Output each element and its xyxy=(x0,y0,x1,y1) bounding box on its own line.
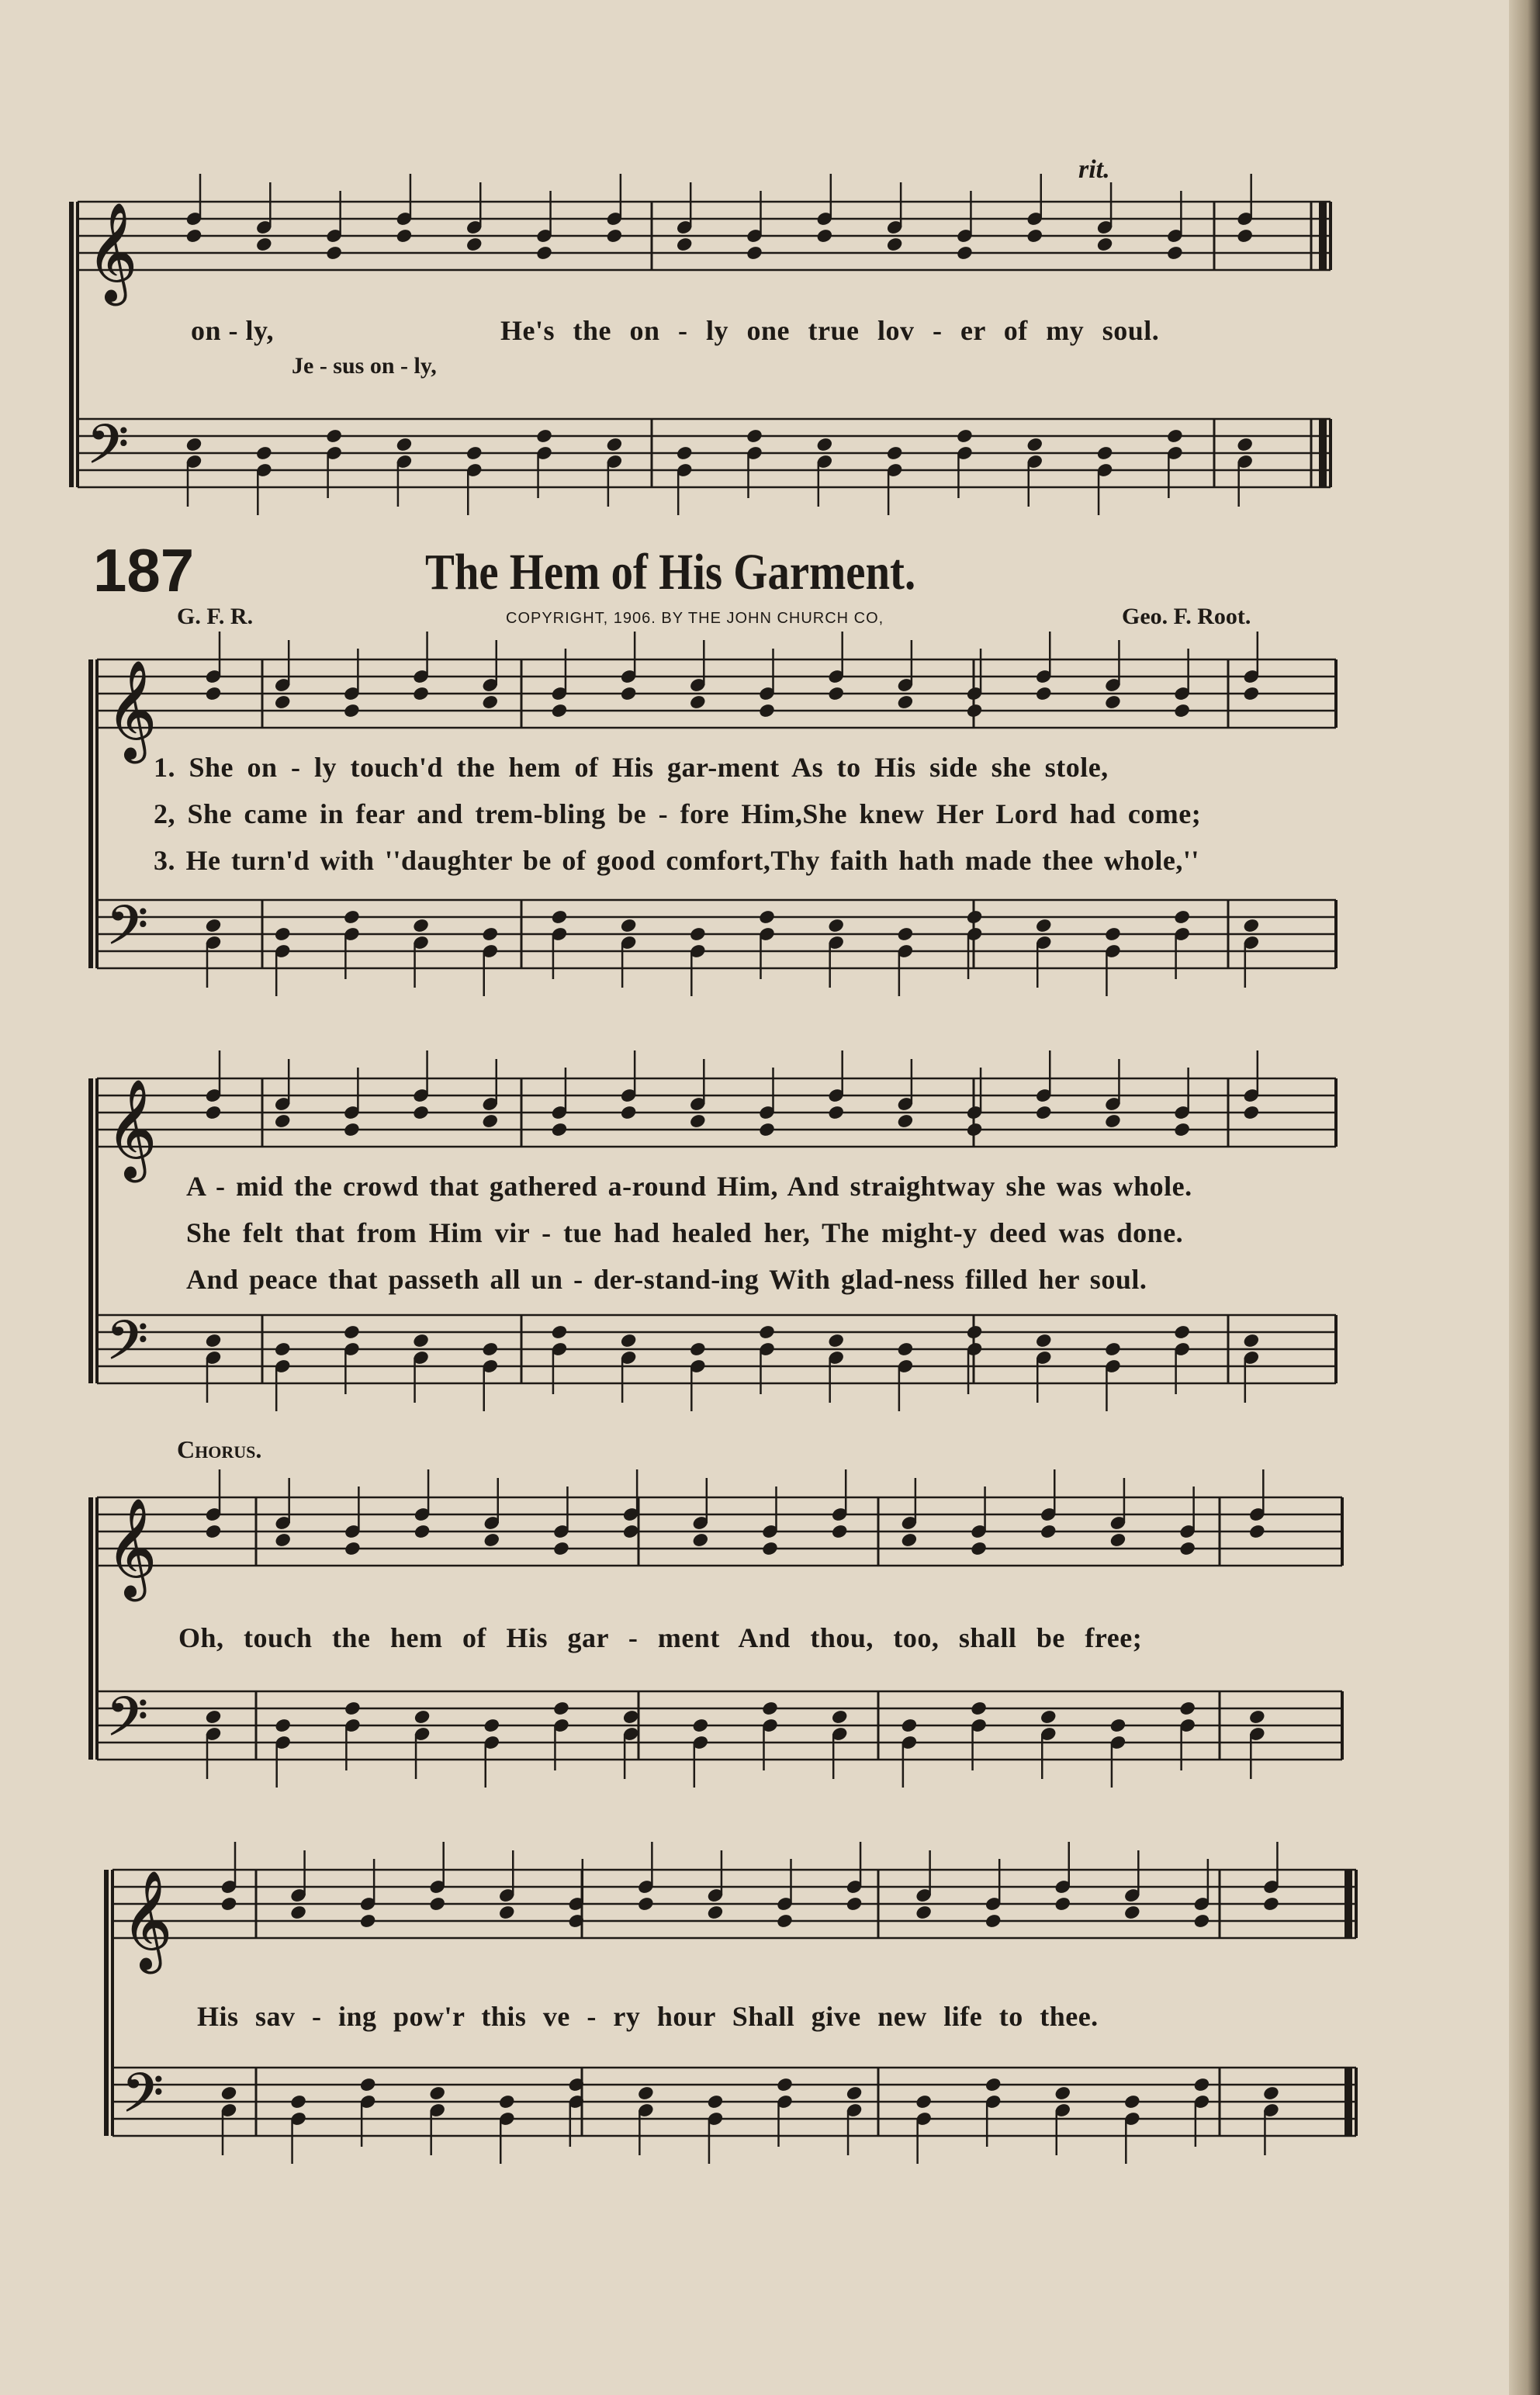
note-head xyxy=(970,1701,987,1716)
note-head xyxy=(622,1524,639,1539)
note-head xyxy=(289,1905,306,1920)
note-head xyxy=(483,1718,500,1733)
chorus-label: Chorus. xyxy=(177,1435,262,1463)
note-head xyxy=(1243,918,1260,933)
note-head xyxy=(429,1896,446,1912)
note-head xyxy=(552,1701,569,1716)
note-head xyxy=(676,445,693,461)
composer-credit: Geo. F. Root. xyxy=(1122,604,1251,629)
note-head xyxy=(886,445,903,461)
note-head xyxy=(915,2094,933,2109)
note-head xyxy=(828,1105,845,1120)
note-head xyxy=(205,1709,222,1725)
note-head xyxy=(692,1532,709,1548)
note-head xyxy=(343,1122,360,1137)
prev-lyric-bass: Je - sus on - ly, xyxy=(292,353,437,379)
note-head xyxy=(535,245,552,261)
note-head xyxy=(1123,2094,1140,2109)
prev-lyric-only: on - ly, xyxy=(191,315,275,346)
note-head xyxy=(465,237,483,252)
note-head xyxy=(707,1905,724,1920)
note-head xyxy=(620,1105,637,1120)
note-head xyxy=(1179,1701,1196,1716)
note-head xyxy=(551,909,568,925)
note-head xyxy=(1040,1524,1057,1539)
note-head xyxy=(535,428,552,444)
note-head xyxy=(901,1718,918,1733)
note-head xyxy=(966,1324,983,1340)
hymn-title: The Hem of His Garment. xyxy=(425,544,916,600)
note-head xyxy=(1109,1718,1126,1733)
note-head xyxy=(689,926,706,942)
note-head xyxy=(498,2094,515,2109)
note-head xyxy=(620,918,637,933)
note-head xyxy=(966,1122,983,1137)
note-head xyxy=(831,1524,848,1539)
note-head xyxy=(828,1333,845,1348)
note-head xyxy=(412,1333,429,1348)
note-head xyxy=(552,1541,569,1556)
note-head xyxy=(185,437,202,452)
note-head xyxy=(746,428,763,444)
bass-clef: 𝄢 xyxy=(106,1309,149,1385)
note-head xyxy=(396,437,413,452)
note-head xyxy=(970,1541,987,1556)
note-head xyxy=(758,1122,775,1137)
verse2-line1: 2, She came in fear and trem-bling be - fore Him,She knew Her Lord had come; xyxy=(154,798,1202,829)
note-head xyxy=(1243,1333,1260,1348)
note-head xyxy=(185,228,202,244)
bass-clef: 𝄢 xyxy=(87,413,130,489)
note-head xyxy=(692,1718,709,1733)
note-head xyxy=(956,428,973,444)
note-head xyxy=(1104,1341,1121,1357)
note-head xyxy=(551,1122,568,1137)
treble-clef: 𝄞 xyxy=(106,659,157,759)
note-head xyxy=(344,1541,361,1556)
note-head xyxy=(828,686,845,701)
note-head xyxy=(828,918,845,933)
note-head xyxy=(1104,694,1121,710)
note-head xyxy=(746,245,763,261)
note-head xyxy=(846,1896,863,1912)
note-head xyxy=(758,1324,775,1340)
prev-lyric-main: He's the on - ly one true lov - er of my soul. xyxy=(500,315,1160,346)
note-head xyxy=(275,1718,292,1733)
note-head xyxy=(1035,1333,1052,1348)
note-head xyxy=(897,694,914,710)
note-head xyxy=(1054,1896,1071,1912)
note-head xyxy=(776,2077,793,2092)
note-head xyxy=(637,1896,654,1912)
note-head xyxy=(1035,1105,1052,1120)
note-head xyxy=(956,245,973,261)
note-head xyxy=(275,1532,292,1548)
note-head xyxy=(637,2085,654,2101)
note-head xyxy=(1026,228,1043,244)
note-head xyxy=(966,909,983,925)
rit-mark: rit. xyxy=(1078,155,1110,184)
verse2-line2: She felt that from Him vir - tue had healed her, The might-y deed was done. xyxy=(186,1217,1184,1248)
note-head xyxy=(396,228,413,244)
note-head xyxy=(482,926,499,942)
note-head xyxy=(429,2085,446,2101)
note-head xyxy=(707,2094,724,2109)
note-head xyxy=(274,1341,291,1357)
note-head xyxy=(1104,926,1121,942)
note-head xyxy=(1174,703,1191,718)
note-head xyxy=(1248,1524,1265,1539)
note-head xyxy=(886,237,903,252)
note-head xyxy=(274,926,291,942)
note-head xyxy=(985,1913,1002,1929)
note-head xyxy=(1174,909,1191,925)
note-head xyxy=(846,2085,863,2101)
note-head xyxy=(343,703,360,718)
note-head xyxy=(412,1105,429,1120)
note-head xyxy=(551,703,568,718)
note-head xyxy=(897,1113,914,1129)
bass-clef: 𝄢 xyxy=(106,1685,149,1761)
bass-clef: 𝄢 xyxy=(122,2061,164,2137)
note-head xyxy=(1243,1105,1260,1120)
lyricist-credit: G. F. R. xyxy=(177,604,254,629)
note-head xyxy=(412,918,429,933)
note-head xyxy=(606,228,623,244)
treble-clef: 𝄞 xyxy=(122,1870,173,1969)
note-head xyxy=(915,1905,933,1920)
note-head xyxy=(1054,2085,1071,2101)
chorus-line2: His sav - ing pow'r this ve - ry hour Shall give new life to thee. xyxy=(197,2001,1099,2032)
note-head xyxy=(1193,2077,1210,2092)
treble-clef: 𝄞 xyxy=(106,1078,157,1178)
note-head xyxy=(482,694,499,710)
note-head xyxy=(758,703,775,718)
note-head xyxy=(1096,237,1113,252)
copyright-notice: COPYRIGHT, 1906. BY THE JOHN CHURCH CO, xyxy=(506,610,884,627)
chorus-line1: Oh, touch the hem of His gar - ment And thou, too, shall be free; xyxy=(178,1622,1143,1653)
note-head xyxy=(622,1709,639,1725)
note-head xyxy=(412,686,429,701)
note-head xyxy=(776,1913,793,1929)
verse1-line2: A - mid the crowd that gathered a-round Him, And straightway she was whole. xyxy=(186,1171,1192,1202)
note-head xyxy=(816,228,833,244)
note-head xyxy=(1026,437,1043,452)
note-head xyxy=(274,1113,291,1129)
note-head xyxy=(1248,1709,1265,1725)
note-head xyxy=(676,237,693,252)
note-head xyxy=(326,428,343,444)
note-head xyxy=(414,1524,431,1539)
note-head xyxy=(689,1341,706,1357)
note-head xyxy=(1035,918,1052,933)
note-head xyxy=(344,1701,361,1716)
note-head xyxy=(220,1896,237,1912)
note-head xyxy=(414,1709,431,1725)
note-head xyxy=(551,1324,568,1340)
note-head xyxy=(1166,245,1183,261)
note-head xyxy=(1262,2085,1279,2101)
note-head xyxy=(1243,686,1260,701)
note-head xyxy=(205,686,222,701)
note-head xyxy=(255,445,272,461)
note-head xyxy=(205,1105,222,1120)
verse3-line1: 3. He turn'd with ''daughter be of good comfort,Thy faith hath made thee whole,'' xyxy=(154,845,1199,876)
verse1-line1: 1. She on - ly touch'd the hem of His gar-ment As to His side she stole, xyxy=(154,752,1109,783)
note-head xyxy=(966,703,983,718)
note-head xyxy=(359,2077,376,2092)
treble-clef: 𝄞 xyxy=(87,202,138,301)
note-head xyxy=(1166,428,1183,444)
note-head xyxy=(1174,1122,1191,1137)
note-head xyxy=(465,445,483,461)
note-head xyxy=(1193,1913,1210,1929)
note-head xyxy=(1035,686,1052,701)
note-head xyxy=(289,2094,306,2109)
note-head xyxy=(831,1709,848,1725)
note-head xyxy=(1096,445,1113,461)
note-head xyxy=(816,437,833,452)
treble-clef: 𝄞 xyxy=(106,1497,157,1597)
note-head xyxy=(1123,1905,1140,1920)
note-head xyxy=(761,1541,778,1556)
note-head xyxy=(1109,1532,1126,1548)
note-head xyxy=(1104,1113,1121,1129)
note-head xyxy=(343,1324,360,1340)
note-head xyxy=(1262,1896,1279,1912)
note-head xyxy=(483,1532,500,1548)
note-head xyxy=(901,1532,918,1548)
verse3-line2: And peace that passeth all un - der-stand-ing With glad-ness filled her soul. xyxy=(186,1264,1147,1295)
note-head xyxy=(897,926,914,942)
note-head xyxy=(1179,1541,1196,1556)
note-head xyxy=(1237,228,1254,244)
note-head xyxy=(1237,437,1254,452)
note-head xyxy=(343,909,360,925)
note-head xyxy=(620,686,637,701)
note-head xyxy=(255,237,272,252)
note-head xyxy=(620,1333,637,1348)
note-head xyxy=(498,1905,515,1920)
note-head xyxy=(220,2085,237,2101)
note-head xyxy=(205,1333,222,1348)
note-head xyxy=(274,694,291,710)
note-head xyxy=(205,918,222,933)
note-head xyxy=(689,1113,706,1129)
hymn-number: 187 xyxy=(93,536,195,604)
note-head xyxy=(985,2077,1002,2092)
bass-clef: 𝄢 xyxy=(106,894,149,970)
note-head xyxy=(326,245,343,261)
note-head xyxy=(205,1524,222,1539)
note-head xyxy=(758,909,775,925)
note-head xyxy=(482,1341,499,1357)
note-head xyxy=(606,437,623,452)
note-head xyxy=(689,694,706,710)
note-head xyxy=(1040,1709,1057,1725)
note-head xyxy=(897,1341,914,1357)
note-head xyxy=(761,1701,778,1716)
note-head xyxy=(482,1113,499,1129)
note-head xyxy=(1174,1324,1191,1340)
note-head xyxy=(359,1913,376,1929)
